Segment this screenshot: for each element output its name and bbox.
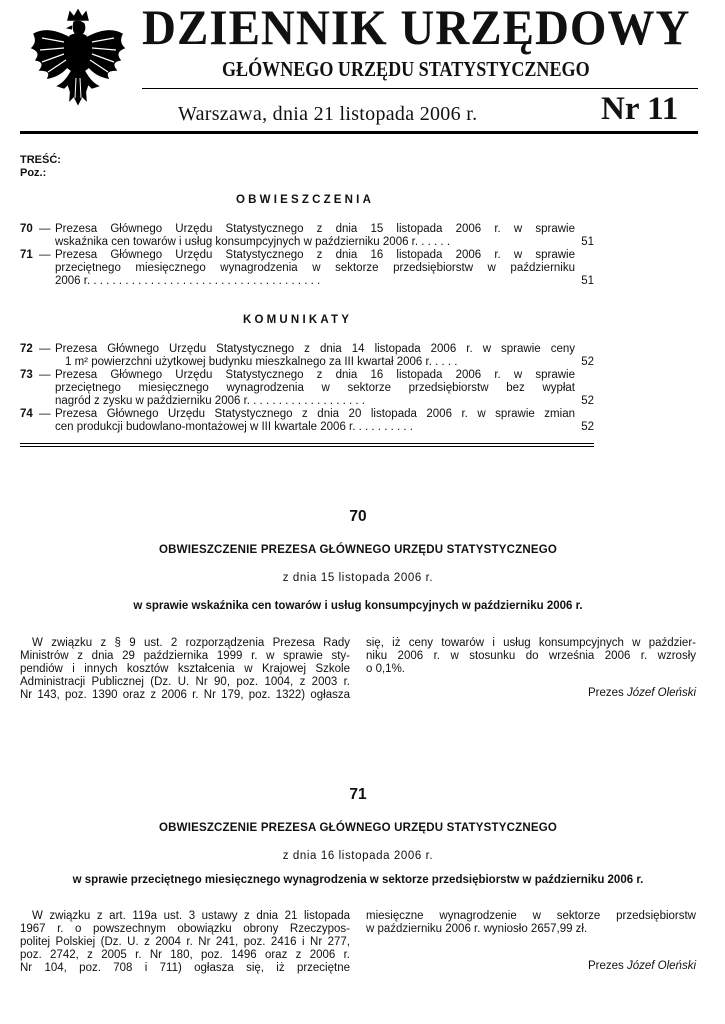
toc-entry-number: 71: [20, 249, 33, 261]
body-line: o 0,1%.: [366, 663, 405, 675]
article-number: 70: [349, 508, 367, 525]
header-rule-thin: [142, 88, 698, 89]
body-line: 1967 r. o powszechnym obowiązku obrony Rzeczypos-: [20, 923, 350, 935]
toc-line: Prezesa Głównego Urzędu Statystycznego z dnia 16 listopada 2006 r. w sprawie: [55, 369, 575, 381]
signer-name: Józef Oleński: [626, 687, 696, 699]
article-date: z dnia 15 listopada 2006 r.: [282, 572, 434, 584]
toc-entry-number: 72: [20, 343, 33, 355]
toc-dash: —: [39, 343, 51, 355]
article-body-left: [20, 637, 350, 702]
toc-line: Prezesa Głównego Urzędu Statystycznego z dnia 20 listopada 2006 r. w sprawie zmian: [55, 408, 575, 420]
toc-entry-page: 51: [581, 236, 594, 248]
signer-role: Prezes: [587, 687, 624, 699]
position-label: Poz.:: [20, 167, 47, 179]
toc-entry-page: 52: [581, 395, 594, 407]
article-signature: [366, 687, 696, 699]
toc-line: 1 m² powierzchni użytkowej budynku mieszkalnego za III kwartał 2006 r. . . . .: [65, 356, 458, 368]
toc-entry-number: 73: [20, 369, 33, 381]
toc-entry-text: [55, 369, 575, 408]
signer-name: Józef Oleński: [626, 960, 696, 972]
section-heading-komunikaty: KOMUNIKATY: [243, 314, 353, 326]
article-number: 71: [349, 786, 367, 803]
body-line: miesięczne wynagrodzenie w sektorze przedsiębiorstw: [366, 910, 696, 922]
body-line: pendiów i innych kosztów kształcenia w Krajowej Szkole: [20, 663, 350, 675]
toc-dash: —: [39, 223, 51, 235]
body-line: Nr 104, poz. 708 i 711) ogłasza się, iż przeciętne: [20, 962, 350, 974]
body-line: Ministrów z dnia 29 października 1999 r. w sprawie sty-: [20, 650, 350, 662]
article-body-right: [366, 637, 696, 676]
issue-dateline: Warszawa, dnia 21 listopada 2006 r.: [178, 103, 478, 125]
toc-dash: —: [39, 369, 51, 381]
body-line: Nr 143, poz. 1390 oraz z 2006 r. Nr 179, poz. 1322) ogłasza: [20, 689, 350, 701]
article-body-left: [20, 910, 350, 975]
contents-rule-bottom: [20, 446, 594, 447]
article-date: z dnia 16 listopada 2006 r.: [282, 850, 434, 862]
article-title: OBWIESZCZENIE PREZESA GŁÓWNEGO URZĘDU STATYSTYCZNEGO: [158, 822, 557, 834]
issue-number: Nr 11: [601, 91, 679, 127]
article-title: OBWIESZCZENIE PREZESA GŁÓWNEGO URZĘDU STATYSTYCZNEGO: [158, 544, 557, 556]
toc-line: nagród z zysku w październiku 2006 r. . . . . . . . . . . . . . . . . . .: [55, 395, 365, 407]
article-subject: w sprawie wskaźnika cen towarów i usług konsumpcyjnych w październiku 2006 r.: [133, 600, 583, 612]
body-line: Administracji Publicznej (Dz. U. Nr 90, poz. 1004, z 2003 r.: [20, 676, 350, 688]
body-line: w październiku 2006 r. wyniosło 2657,99 zł.: [366, 923, 588, 935]
body-line: niku 2006 r. w stosunku do września 2006 r. wzrosły: [366, 650, 696, 662]
article-body-right: [366, 910, 696, 936]
toc-entry-number: 70: [20, 223, 33, 235]
toc-dash: —: [39, 249, 51, 261]
toc-entry-text: [55, 223, 575, 249]
article-signature: [366, 960, 696, 972]
article-subject: w sprawie przeciętnego miesięcznego wynagrodzenia w sektorze przedsiębiorstw w październiku 2006 r.: [72, 874, 644, 886]
toc-entry-text: [55, 343, 575, 369]
journal-subtitle: GŁÓWNEGO URZĘDU STATYSTYCZNEGO: [222, 57, 590, 81]
journal-title: DZIENNIK URZĘDOWY: [142, 1, 691, 56]
signer-role: Prezes: [587, 960, 624, 972]
toc-line: przeciętnego miesięcznego wynagrodzenia w sektorze przedsiębiorstw w październiku: [55, 262, 575, 274]
body-line: W związku z art. 119a ust. 3 ustawy z dnia 21 listopada: [32, 910, 350, 922]
body-line: politej Polskiej (Dz. U. z 2004 r. Nr 241, poz. 2416 i Nr 277,: [20, 936, 350, 948]
toc-entry-page: 52: [581, 421, 594, 433]
contents-rule-top: [20, 443, 594, 444]
section-heading-obwieszczenia: OBWIESZCZENIA: [236, 194, 375, 206]
toc-dash: —: [39, 408, 51, 420]
toc-entry-text: [55, 249, 575, 288]
toc-line: przeciętnego miesięcznego wynagrodzenia w sektorze przedsiębiorstw bez wypłat: [55, 382, 575, 394]
body-line: W związku z § 9 ust. 2 rozporządzenia Prezesa Rady: [32, 637, 350, 649]
toc-line: Prezesa Głównego Urzędu Statystycznego z dnia 15 listopada 2006 r. w sprawie: [55, 223, 575, 235]
eagle-emblem-icon: [28, 8, 128, 120]
body-line: się, iż ceny towarów i usług konsumpcyjnych w paździer-: [366, 637, 696, 649]
toc-entry-text: [55, 408, 575, 434]
toc-entry-page: 52: [581, 356, 594, 368]
toc-line: Prezesa Głównego Urzędu Statystycznego z dnia 14 listopada 2006 r. w sprawie ceny: [55, 343, 575, 355]
toc-entry-page: 51: [581, 275, 594, 287]
header-rule-thick: [20, 131, 698, 134]
toc-line: wskaźnika cen towarów i usług konsumpcyjnych w październiku 2006 r. . . . . .: [55, 236, 451, 248]
body-line: poz. 2742, z 2005 r. Nr 180, poz. 1496 oraz z 2006 r.: [20, 949, 350, 961]
toc-line: Prezesa Głównego Urzędu Statystycznego z dnia 16 listopada 2006 r. w sprawie: [55, 249, 575, 261]
toc-line: 2006 r. . . . . . . . . . . . . . . . . . . . . . . . . . . . . . . . . . . . .: [55, 275, 321, 287]
toc-entry-number: 74: [20, 408, 33, 420]
contents-label: TREŚĆ:: [20, 154, 61, 166]
toc-line: cen produkcji budowlano-montażowej w III kwartale 2006 r. . . . . . . . . .: [55, 421, 413, 433]
